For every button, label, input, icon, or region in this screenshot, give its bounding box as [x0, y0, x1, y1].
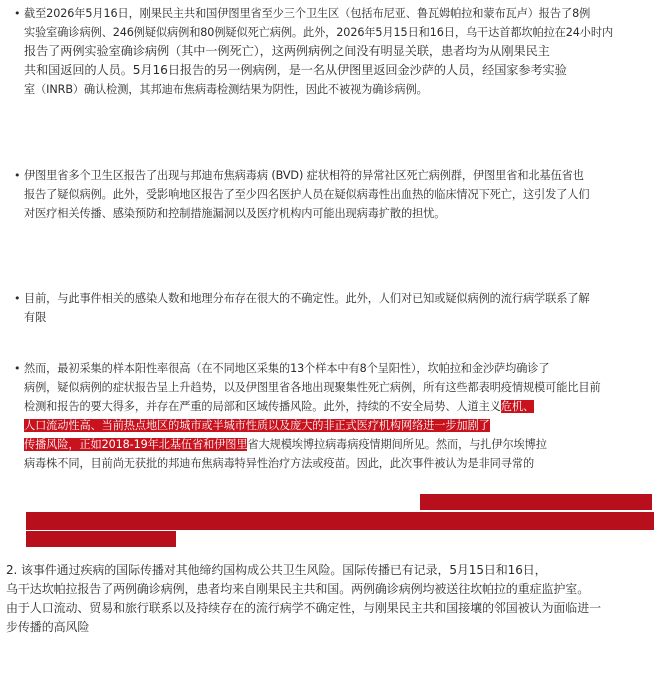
text-line: 报告了疑似病例。此外，受影响地区报告了至少四名医护人员在疑似病毒性出血热的临床情况下死亡，这引发了人们 — [24, 188, 590, 201]
text-line: 实验室确诊病例、246例疑似病例和80例疑似死亡病例。此外，2026年5月15日和16日，乌干达首都坎帕拉在24小时内 — [24, 26, 614, 39]
plain-text: 省大规模埃博拉病毒病疫情期间所见。然而，与扎伊尔埃博拉 — [247, 438, 547, 451]
text-line-mixed — [24, 416, 601, 435]
text-line: 截至2026年5月16日，刚果民主共和国伊图里省至少三个卫生区（包括布尼亚、鲁瓦姆帕拉和蒙布瓦卢）报告了8例 — [24, 7, 591, 20]
text-line: 伊图里省多个卫生区报告了出现与邦迪布焦病毒病 (BVD) 症状相符的异常社区死亡病例群，伊图里省和北基伍省也 — [24, 169, 584, 182]
redaction-bar — [420, 494, 652, 510]
bullet-dot-icon: • — [14, 292, 21, 305]
text-line: 共和国返回的人员。5月16日报告的另一例病例，是一名从伊图里返回金沙萨的人员，经国家参考实验 — [24, 63, 567, 77]
text-line-mixed — [24, 435, 601, 454]
bullet-paragraph-3 — [14, 289, 589, 327]
text-line: 室（INRB）确认检测，其邦迪布焦病毒检测结果为阴性，因此不被视为确诊病例。 — [24, 83, 428, 96]
bullet-paragraph-2 — [14, 166, 589, 223]
text-line: 乌干达坎帕拉报告了两例确诊病例，患者均来自刚果民主共和国。两例确诊病例均被送往坎帕拉的重症监护室。 — [6, 582, 590, 596]
text-line: 步传播的高风险 — [6, 620, 90, 634]
text-line: 然而，最初采集的样本阳性率很高（在不同地区采集的13个样本中有8个呈阳性），坎帕拉和金沙萨均确诊了 — [24, 362, 550, 375]
bullet-paragraph-4 — [14, 359, 601, 473]
numbered-paragraph-2 — [6, 561, 601, 637]
redaction-bar — [26, 531, 176, 547]
text-line: 对医疗相关传播、感染预防和控制措施漏洞以及医疗机构内可能出现病毒扩散的担忧。 — [24, 207, 446, 220]
redaction-bar — [26, 512, 654, 530]
bullet-dot-icon: • — [14, 7, 21, 20]
plain-text: 检测和报告的要大得多，并存在严重的局部和区域传播风险。此外，持续的不安全局势、人道主义 — [24, 400, 501, 413]
bullet-dot-icon: • — [14, 169, 21, 182]
text-line-mixed — [24, 397, 601, 416]
text-line: 病例，疑似病例的症状报告呈上升趋势，以及伊图里省各地出现聚集性死亡病例，所有这些都表明疫情规模可能比目前 — [24, 381, 601, 394]
text-line: 报告了两例实验室确诊病例（其中一例死亡），这两例病例之间没有明显关联，患者均为从刚果民主 — [24, 44, 550, 58]
bullet-paragraph-1 — [14, 4, 613, 99]
text-line: 目前，与此事件相关的感染人数和地理分布存在很大的不确定性。此外，人们对已知或疑似病例的流行病学联系了解 — [24, 292, 590, 305]
text-line: 2. 该事件通过疾病的国际传播对其他缔约国构成公共卫生风险。国际传播已有记录，5月15日和16日， — [6, 563, 547, 577]
text-line: 病毒株不同，目前尚无获批的邦迪布焦病毒特异性治疗方法或疫苗。因此，此次事件被认为是非同寻常的 — [24, 457, 535, 470]
bullet-dot-icon: • — [14, 362, 21, 375]
highlighted-text: 传播风险，正如2018-19年北基伍省和伊图里 — [24, 438, 248, 451]
text-line: 有限 — [24, 311, 47, 324]
highlighted-text: 危机、 — [500, 400, 535, 413]
highlighted-text: 人口流动性高、当前热点地区的城市或半城市性质以及庞大的非正式医疗机构网络进一步加剧了 — [24, 419, 490, 432]
text-line: 由于人口流动、贸易和旅行联系以及持续存在的流行病学不确定性，与刚果民主共和国接壤的邻国被认为面临进一 — [6, 601, 602, 615]
